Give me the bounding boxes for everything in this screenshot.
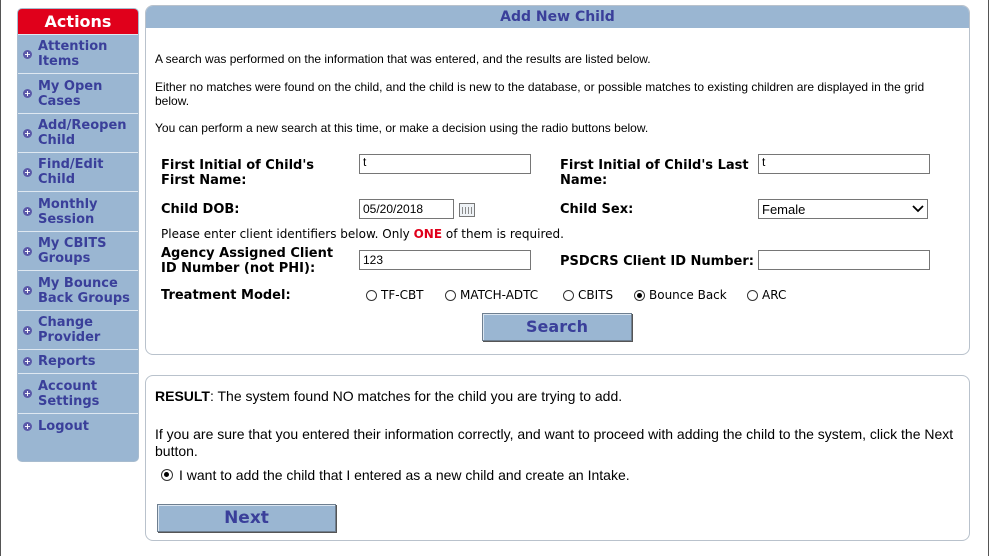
child-dob-label: Child DOB: [161,202,240,217]
radio-circle [445,290,456,301]
radio-circle [366,290,377,301]
search-performed-text: A search was performed on the information that was entered, and the results are listed below. [155,52,651,66]
add-new-child-option[interactable] [161,467,630,483]
last-initial-input[interactable]: t [758,154,930,174]
child-sex-value: Female [762,201,806,217]
sidebar-item-account-settings[interactable] [18,373,138,413]
plus-circle-icon: + [24,246,31,256]
calendar-icon[interactable] [459,203,475,217]
sidebar-item-add-reopen-child[interactable] [18,113,138,152]
plus-circle-icon: + [24,286,31,295]
radio-label: ARC [762,288,787,302]
radio-circle [747,290,758,301]
child-sex-select[interactable] [758,199,928,219]
plus-circle-icon: + [24,325,31,335]
note-emphasis: ONE [413,227,443,241]
last-initial-label: First Initial of Child's Last Name: [560,158,749,188]
psdcrs-client-id-input[interactable] [758,250,930,270]
radio-label: MATCH-ADTC [460,288,539,302]
actions-header: Actions [18,9,138,34]
sidebar-item-label: My Bounce Back Groups [38,275,130,306]
radio-bounce-back[interactable] [634,288,727,302]
search-button[interactable]: Search [482,313,632,341]
radio-label: TF-CBT [381,288,424,302]
plus-circle-icon: + [24,422,31,431]
new-search-text: You can perform a new search at this time, or make a decision using the radio buttons below. [155,121,649,135]
radio-label: Bounce Back [649,288,727,302]
child-sex-label: Child Sex: [560,202,634,217]
first-initial-label: First Initial of Child's First Name: [161,158,315,188]
sidebar-item-label: Logout [38,419,89,434]
sidebar-item-find-edit-child[interactable] [18,152,138,191]
sidebar-item-reports[interactable] [18,349,138,373]
plus-circle-icon: + [24,207,31,216]
sidebar-item-label: My CBITS Groups [38,236,107,266]
sidebar-item-monthly-session[interactable] [18,191,138,231]
sidebar-item-attention-items[interactable] [18,34,138,73]
first-initial-input[interactable]: t [359,154,531,174]
plus-circle-icon: + [24,49,31,59]
radio-circle-selected [161,469,173,481]
next-button[interactable]: Next [157,504,336,532]
radio-arc[interactable] [747,288,786,302]
sidebar-item-label: Account Settings [38,378,100,409]
plus-circle-icon: + [24,128,31,138]
psdcrs-client-id-label: PSDCRS Client ID Number: [560,254,754,269]
agency-client-id-label: Agency Assigned Client ID Number (not PHI): [161,246,334,276]
plus-circle-icon: + [24,89,31,98]
sidebar-item-change-provider[interactable] [18,310,138,349]
plus-circle-icon: + [24,357,31,366]
radio-circle-selected [634,290,645,301]
match-explanation-text: Either no matches were found on the child, and the child is new to the database, or possible matches to existing children are displayed in the grid below. [155,80,925,108]
proceed-instruction: If you are sure that you entered their information correctly, and want to proceed with adding the child to the system, click the Next button. [155,426,954,459]
sidebar-item-label: Add/Reopen Child [38,118,127,148]
chevron-down-icon [912,205,924,213]
add-new-child-panel [145,5,970,355]
radio-cbits[interactable] [563,288,613,302]
result-prefix: RESULT [155,388,210,404]
sidebar-item-label: My Open Cases [38,78,103,109]
result-message [155,388,955,405]
plus-circle-icon: + [24,167,31,177]
sidebar-item-label: Monthly Session [38,196,98,227]
sidebar-item-my-bounce-back-groups[interactable] [18,270,138,310]
treatment-model-label: Treatment Model: [161,288,291,303]
radio-circle [563,290,574,301]
sidebar-item-logout[interactable] [18,413,138,439]
result-panel [145,375,970,541]
sidebar-item-label: Attention Items [38,39,108,69]
client-identifiers-note [161,227,564,241]
radio-label: I want to add the child that I entered as a new child and create an Intake. [179,467,630,483]
panel-title: Add New Child [146,6,969,28]
plus-circle-icon: + [24,389,31,398]
actions-sidebar [17,8,139,462]
note-text: Please enter client identifiers below. Only [161,227,414,241]
result-text: : The system found NO matches for the child you are trying to add. [209,388,623,404]
sidebar-item-label: Find/Edit Child [38,157,104,187]
note-text: of them is required. [442,227,564,241]
radio-label: CBITS [578,288,614,302]
sidebar-item-my-open-cases[interactable] [18,73,138,113]
radio-tf-cbt[interactable] [366,288,424,302]
agency-client-id-input[interactable]: 123 [359,250,531,270]
sidebar-item-label: Change Provider [38,315,101,345]
sidebar-item-label: Reports [38,354,96,369]
child-dob-input[interactable]: 05/20/2018 [359,199,454,219]
radio-match-adtc[interactable] [445,288,538,302]
sidebar-item-my-cbits-groups[interactable] [18,231,138,270]
